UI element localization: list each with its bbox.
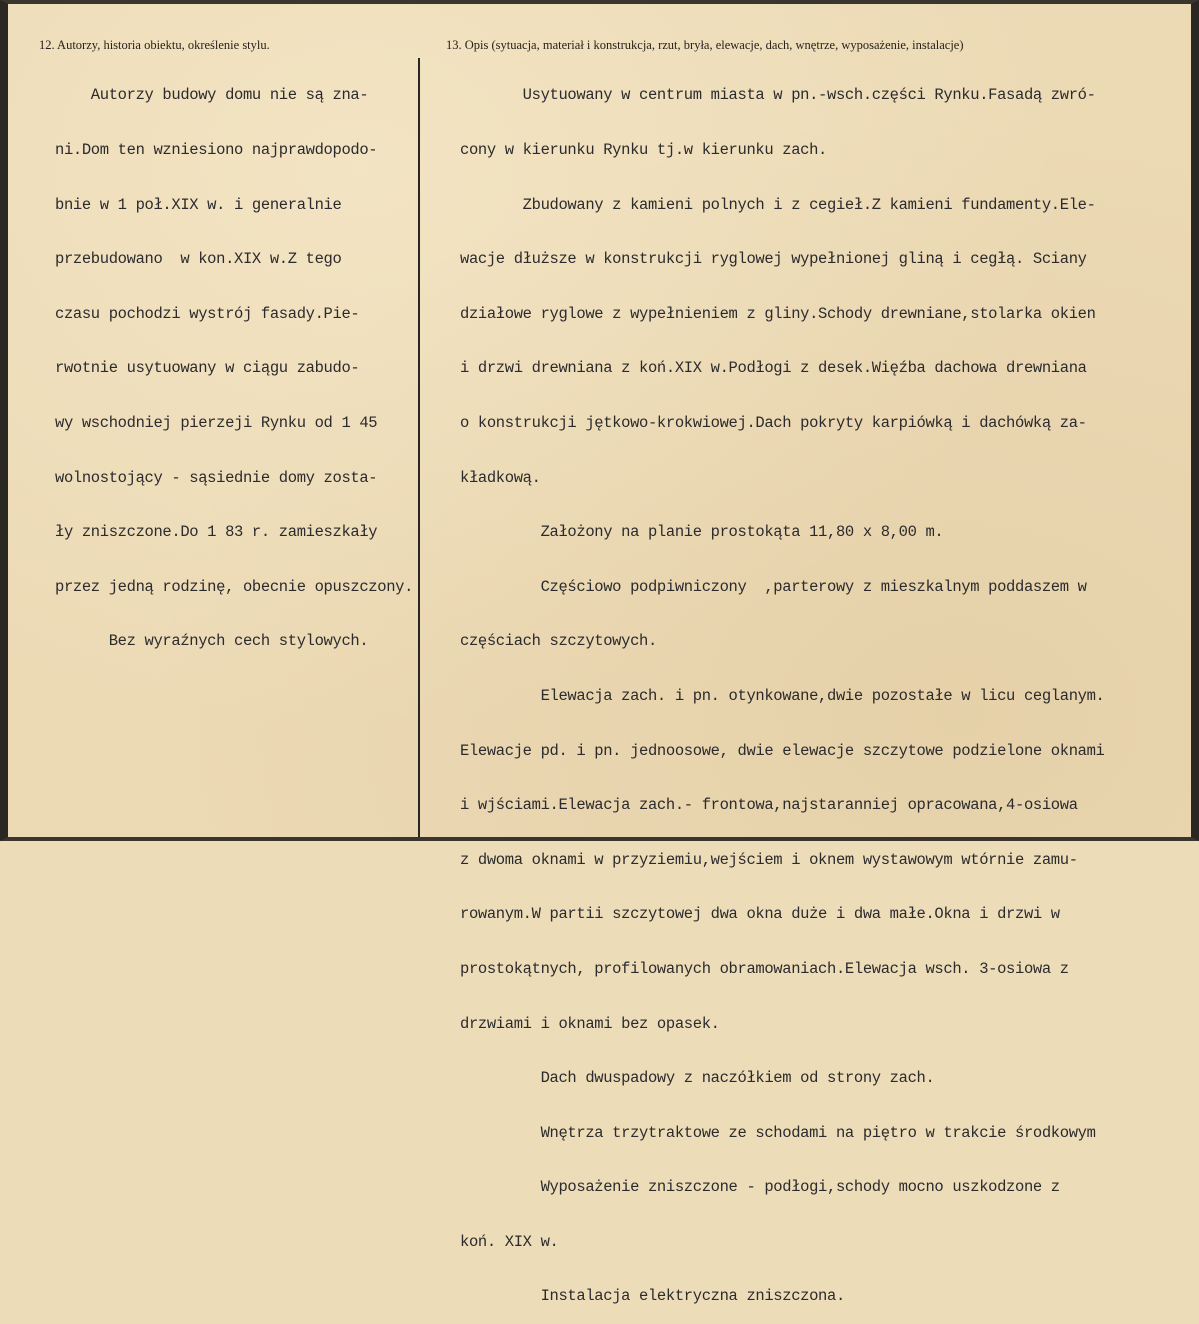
text-line: bnie w 1 poł.XIX w. i generalnie [55, 195, 342, 214]
text-line: wy wschodniej pierzeji Rynku od 1 45 [55, 413, 378, 432]
text-line: Wnętrza trzytraktowe ze schodami na piętro w trakcie środkowym [460, 1123, 1096, 1142]
authors-history-text [55, 50, 413, 669]
text-line: przebudowano w kon.XIX w.Z tego [55, 250, 342, 269]
text-line: przez jedną rodzinę, obecnie opuszczony. [55, 577, 414, 596]
text-line: czasu pochodzi wystrój fasady.Pie- [55, 304, 360, 323]
text-line: Wyposażenie zniszczone - podłogi,schody mocno uszkodzone z [460, 1178, 1060, 1197]
text-line: kładkową. [460, 468, 541, 487]
section-12-header: 12. Autorzy, historia obiektu, określenie stylu. [39, 38, 270, 52]
text-line: ni.Dom ten wzniesiono najprawdopodo- [55, 141, 378, 159]
text-line: Usytuowany w centrum miasta w pn.-wsch.części Rynku.Fasadą zwró- [460, 86, 1096, 105]
text-line: Elewacje pd. i pn. jednoosowe, dwie elewacje szczytowe podzielone oknami [460, 741, 1105, 760]
text-line: i wjściami.Elewacja zach.- frontowa,najstaranniej opracowana,4-osiowa [460, 796, 1078, 815]
text-line: i drzwi drewniana z koń.XIX w.Podłogi z desek.Więźba dachowa drewniana [460, 359, 1087, 378]
text-line: o konstrukcji jętkowo-krokwiowej.Dach pokryty karpiówką i dachówką za- [460, 413, 1087, 432]
text-line: wolnostojący - sąsiednie domy zosta- [55, 468, 378, 487]
text-line: Dach dwuspadowy z naczółkiem od strony zach. [460, 1069, 935, 1088]
column-divider [418, 58, 420, 841]
text-line: działowe ryglowe z wypełnieniem z gliny.Schody drewniane,stolarka okien [460, 304, 1096, 323]
text-line: wacje dłuższe w konstrukcji ryglowej wypełnionej gliną i cegłą. Sciany [460, 250, 1087, 269]
text-line: prostokątnych, profilowanych obramowaniach.Elewacja wsch. 3-osiowa z [460, 959, 1069, 978]
text-line: rowanym.W partii szczytowej dwa okna duże i dwa małe.Okna i drzwi w [460, 905, 1060, 924]
text-line: Założony na planie prostokąta 11,80 x 8,00 m. [460, 523, 944, 542]
text-line: rwotnie usytuowany w ciągu zabudo- [55, 359, 360, 378]
text-line: koń. XIX w. [460, 1232, 559, 1251]
text-line: Autorzy budowy domu nie są zna- [55, 86, 369, 105]
text-line: drzwiami i oknami bez opasek. [460, 1014, 720, 1033]
description-text [460, 50, 1105, 1324]
text-line: z dwoma oknami w przyziemiu,wejściem i oknem wystawowym wtórnie zamu- [460, 850, 1078, 869]
text-line: częściach szczytowych. [460, 632, 657, 651]
text-line: cony w kierunku Rynku tj.w kierunku zach. [460, 141, 828, 159]
section-13-header: 13. Opis (sytuacja, materiał i konstrukcja, rzut, bryła, elewacje, dach, wnętrze, wyposażenie, instalacje) [446, 38, 964, 52]
text-line: Instalacja elektryczna zniszczona. [460, 1287, 845, 1306]
text-line: Elewacja zach. i pn. otynkowane,dwie pozostałe w licu ceglanym. [460, 686, 1105, 705]
text-line: Zbudowany z kamieni polnych i z cegieł.Z kamieni fundamenty.Ele- [460, 195, 1096, 214]
text-line: ły zniszczone.Do 1 83 r. zamieszkały [55, 523, 378, 542]
text-line: Bez wyraźnych cech stylowych. [55, 632, 369, 651]
text-line: Częściowo podpiwniczony ,parterowy z mieszkalnym poddaszem w [460, 577, 1087, 596]
